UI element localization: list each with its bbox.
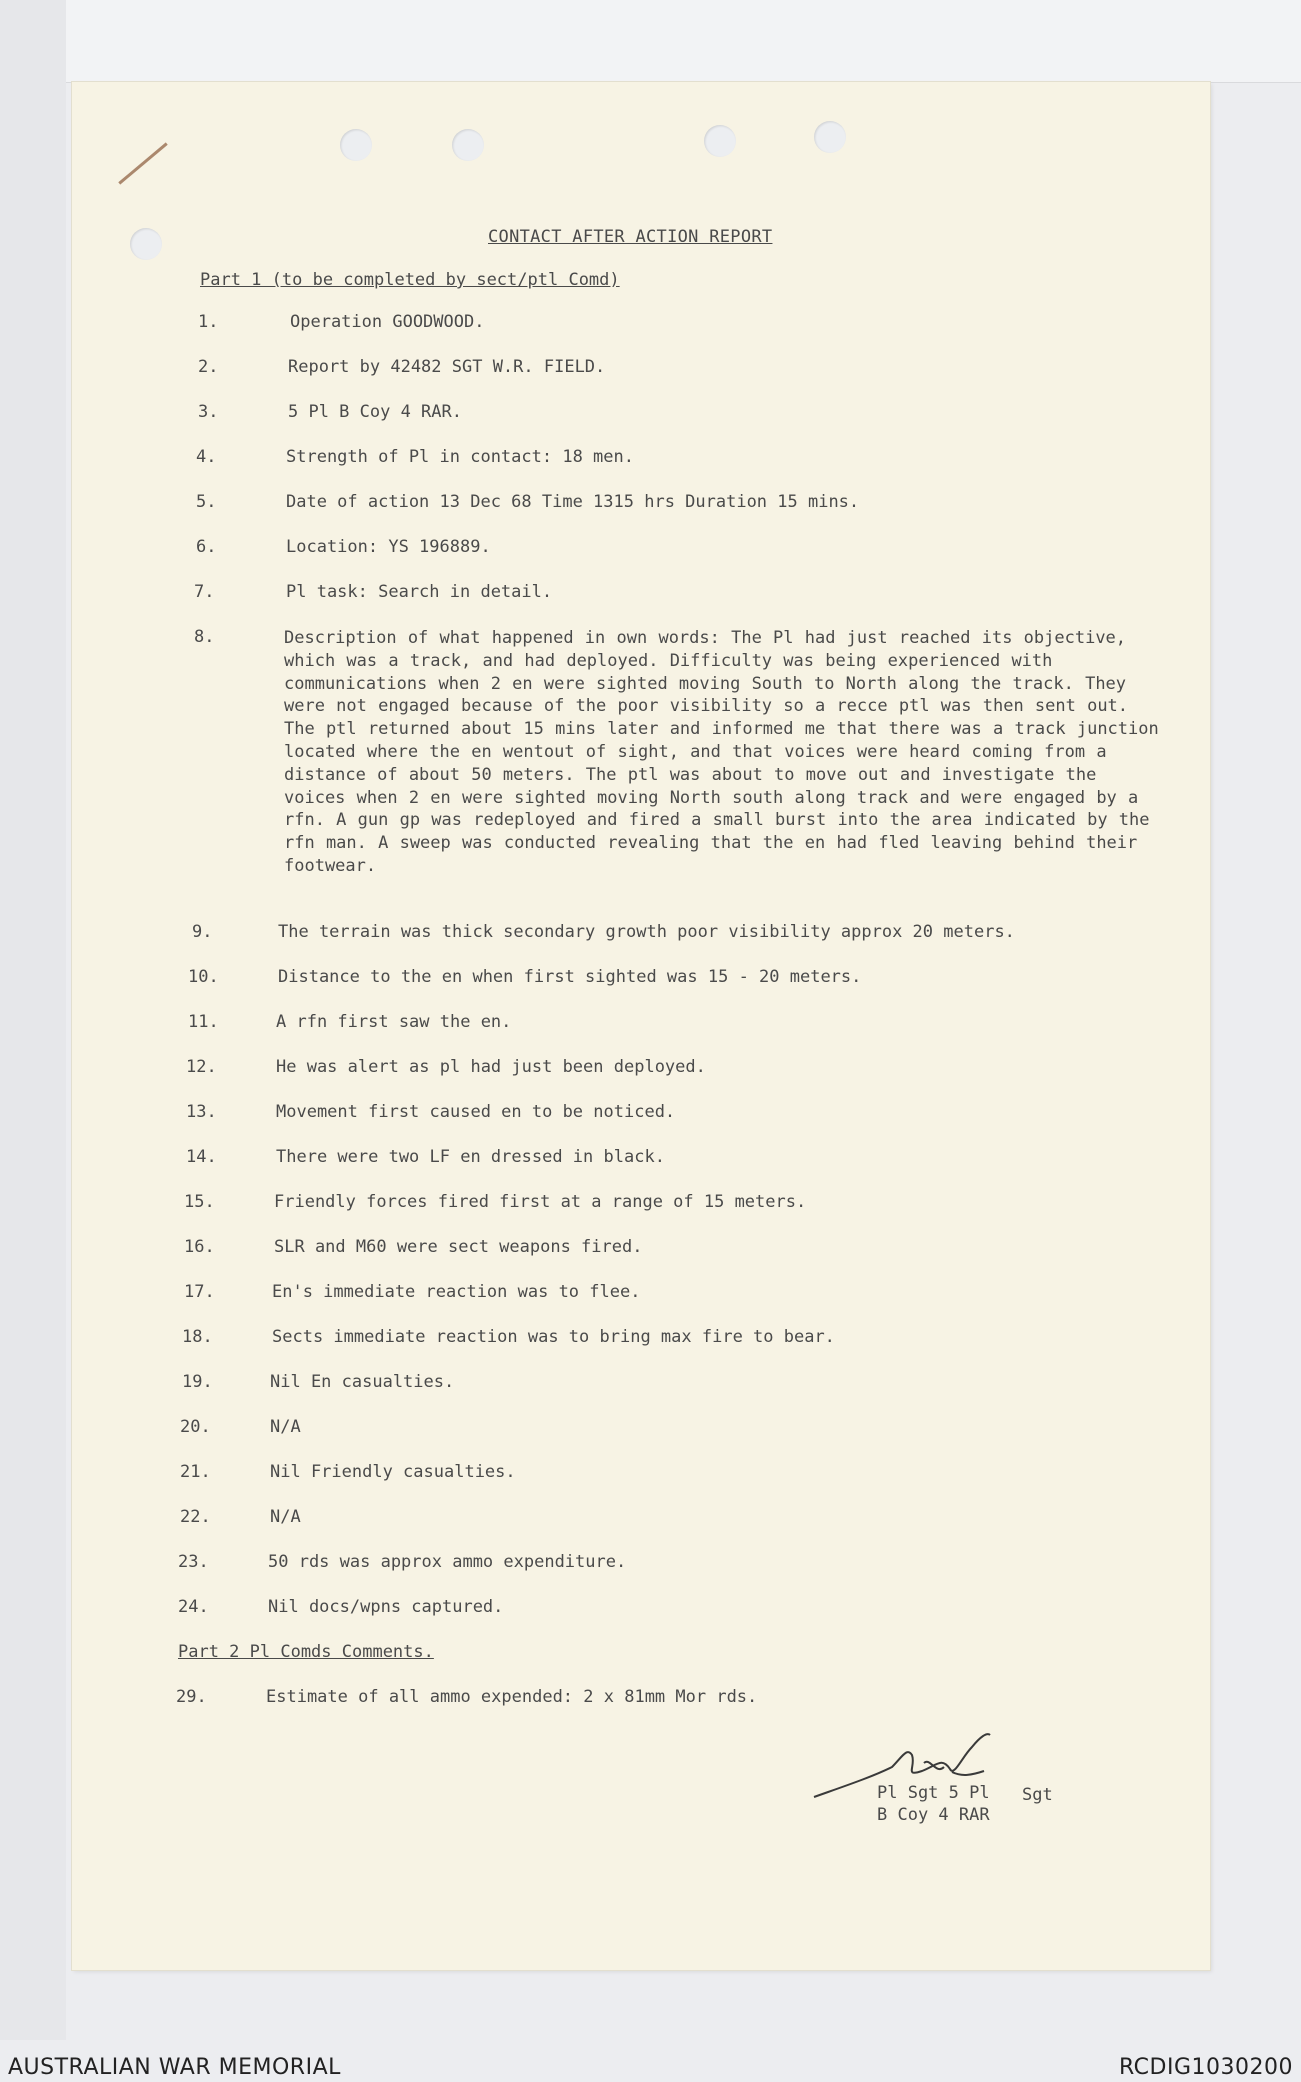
item-number: 9. <box>192 922 213 942</box>
item-text: 50 rds was approx ammo expenditure. <box>268 1552 627 1572</box>
item-number: 13. <box>186 1102 217 1122</box>
item-number: 29. <box>176 1687 207 1707</box>
item-text: SLR and M60 were sect weapons fired. <box>274 1237 643 1257</box>
document-title: CONTACT AFTER ACTION REPORT <box>488 227 773 247</box>
item-text: Date of action 13 Dec 68 Time 1315 hrs Duration 15 mins. <box>286 492 860 512</box>
item-text: N/A <box>270 1417 301 1437</box>
item-number: 15. <box>184 1192 215 1212</box>
item-text: Sects immediate reaction was to bring max fire to bear. <box>272 1327 835 1347</box>
punch-hole <box>340 129 372 161</box>
item-number: 12. <box>186 1057 217 1077</box>
item-number: 18. <box>182 1327 213 1347</box>
scanner-background-top <box>0 0 1301 83</box>
item-text: Report by 42482 SGT W.R. FIELD. <box>288 357 606 377</box>
document-page <box>72 82 1210 1970</box>
item-number: 20. <box>180 1417 211 1437</box>
item-text: Distance to the en when first sighted was 15 - 20 meters. <box>278 967 862 987</box>
item-number: 8. <box>194 627 215 647</box>
item-number: 23. <box>178 1552 209 1572</box>
part2-heading: Part 2 Pl Comds Comments. <box>178 1642 434 1662</box>
punch-hole <box>452 129 484 161</box>
item-text: Location: YS 196889. <box>286 537 491 557</box>
item-number: 21. <box>180 1462 211 1482</box>
item-number: 2. <box>198 357 219 377</box>
item-text: Movement first caused en to be noticed. <box>276 1102 676 1122</box>
item-text: Pl task: Search in detail. <box>286 582 553 602</box>
punch-hole <box>130 228 162 260</box>
item-number: 14. <box>186 1147 217 1167</box>
item-text: There were two LF en dressed in black. <box>276 1147 665 1167</box>
item-text: He was alert as pl had just been deployed. <box>276 1057 706 1077</box>
item-text: Nil En casualties. <box>270 1372 455 1392</box>
item-number: 24. <box>178 1597 209 1617</box>
item-text: Estimate of all ammo expended: 2 x 81mm Mor rds. <box>266 1687 758 1707</box>
item-number: 11. <box>188 1012 219 1032</box>
signature-line: Pl Sgt 5 Pl <box>877 1783 990 1803</box>
item-text: Description of what happened in own words: The Pl had just reached its objective, which was a track, and had deployed. Difficulty was being experienced with communications when 2 en were sighted moving South to North along the track. They were not engaged because of the poor visibility so a recce ptl was then sent out. The ptl returned about 15 mins later and informed me that there was a track junction located where the en wentout of sight, and that voices were heard coming from a distance of about 50 meters. The ptl was about to move out and investigate the voices when 2 en were sighted moving North south along track and were engaged by a rfn. A gun gp was redeployed and fired a small burst into the area indicated by the rfn man. A sweep was conducted revealing that the en had fled leaving behind their footwear. <box>284 628 1159 876</box>
item-text: N/A <box>270 1507 301 1527</box>
item-number: 7. <box>194 582 215 602</box>
footer-institution: AUSTRALIAN WAR MEMORIAL <box>8 2055 341 2080</box>
item-text: The terrain was thick secondary growth poor visibility approx 20 meters. <box>278 922 1015 942</box>
item-number: 6. <box>196 537 217 557</box>
item-text: Strength of Pl in contact: 18 men. <box>286 447 634 467</box>
item-text: En's immediate reaction was to flee. <box>272 1282 641 1302</box>
staple-rust-mark <box>118 142 167 184</box>
signature-line: B Coy 4 RAR <box>877 1805 990 1825</box>
item-number: 5. <box>196 492 217 512</box>
item-text: Friendly forces fired first at a range of 15 meters. <box>274 1192 807 1212</box>
item-number: 19. <box>182 1372 213 1392</box>
signature-rank: Sgt <box>1022 1785 1053 1805</box>
item-text: 5 Pl B Coy 4 RAR. <box>288 402 462 422</box>
item-number: 16. <box>184 1237 215 1257</box>
punch-hole <box>704 125 736 157</box>
signature-block <box>877 1782 990 1826</box>
item-text: A rfn first saw the en. <box>276 1012 512 1032</box>
item-number: 4. <box>196 447 217 467</box>
punch-hole <box>814 121 846 153</box>
part1-heading: Part 1 (to be completed by sect/ptl Comd) <box>200 270 620 290</box>
item-number: 17. <box>184 1282 215 1302</box>
scanner-background-left <box>0 0 66 2040</box>
item-number: 10. <box>188 967 219 987</box>
item-number: 3. <box>198 402 219 422</box>
footer-record-id: RCDIG1030200 <box>1118 2055 1293 2080</box>
item-number: 1. <box>198 312 219 332</box>
item-text: Nil docs/wpns captured. <box>268 1597 504 1617</box>
item-text: Operation GOODWOOD. <box>290 312 485 332</box>
item-number: 22. <box>180 1507 211 1527</box>
item-text: Nil Friendly casualties. <box>270 1462 516 1482</box>
